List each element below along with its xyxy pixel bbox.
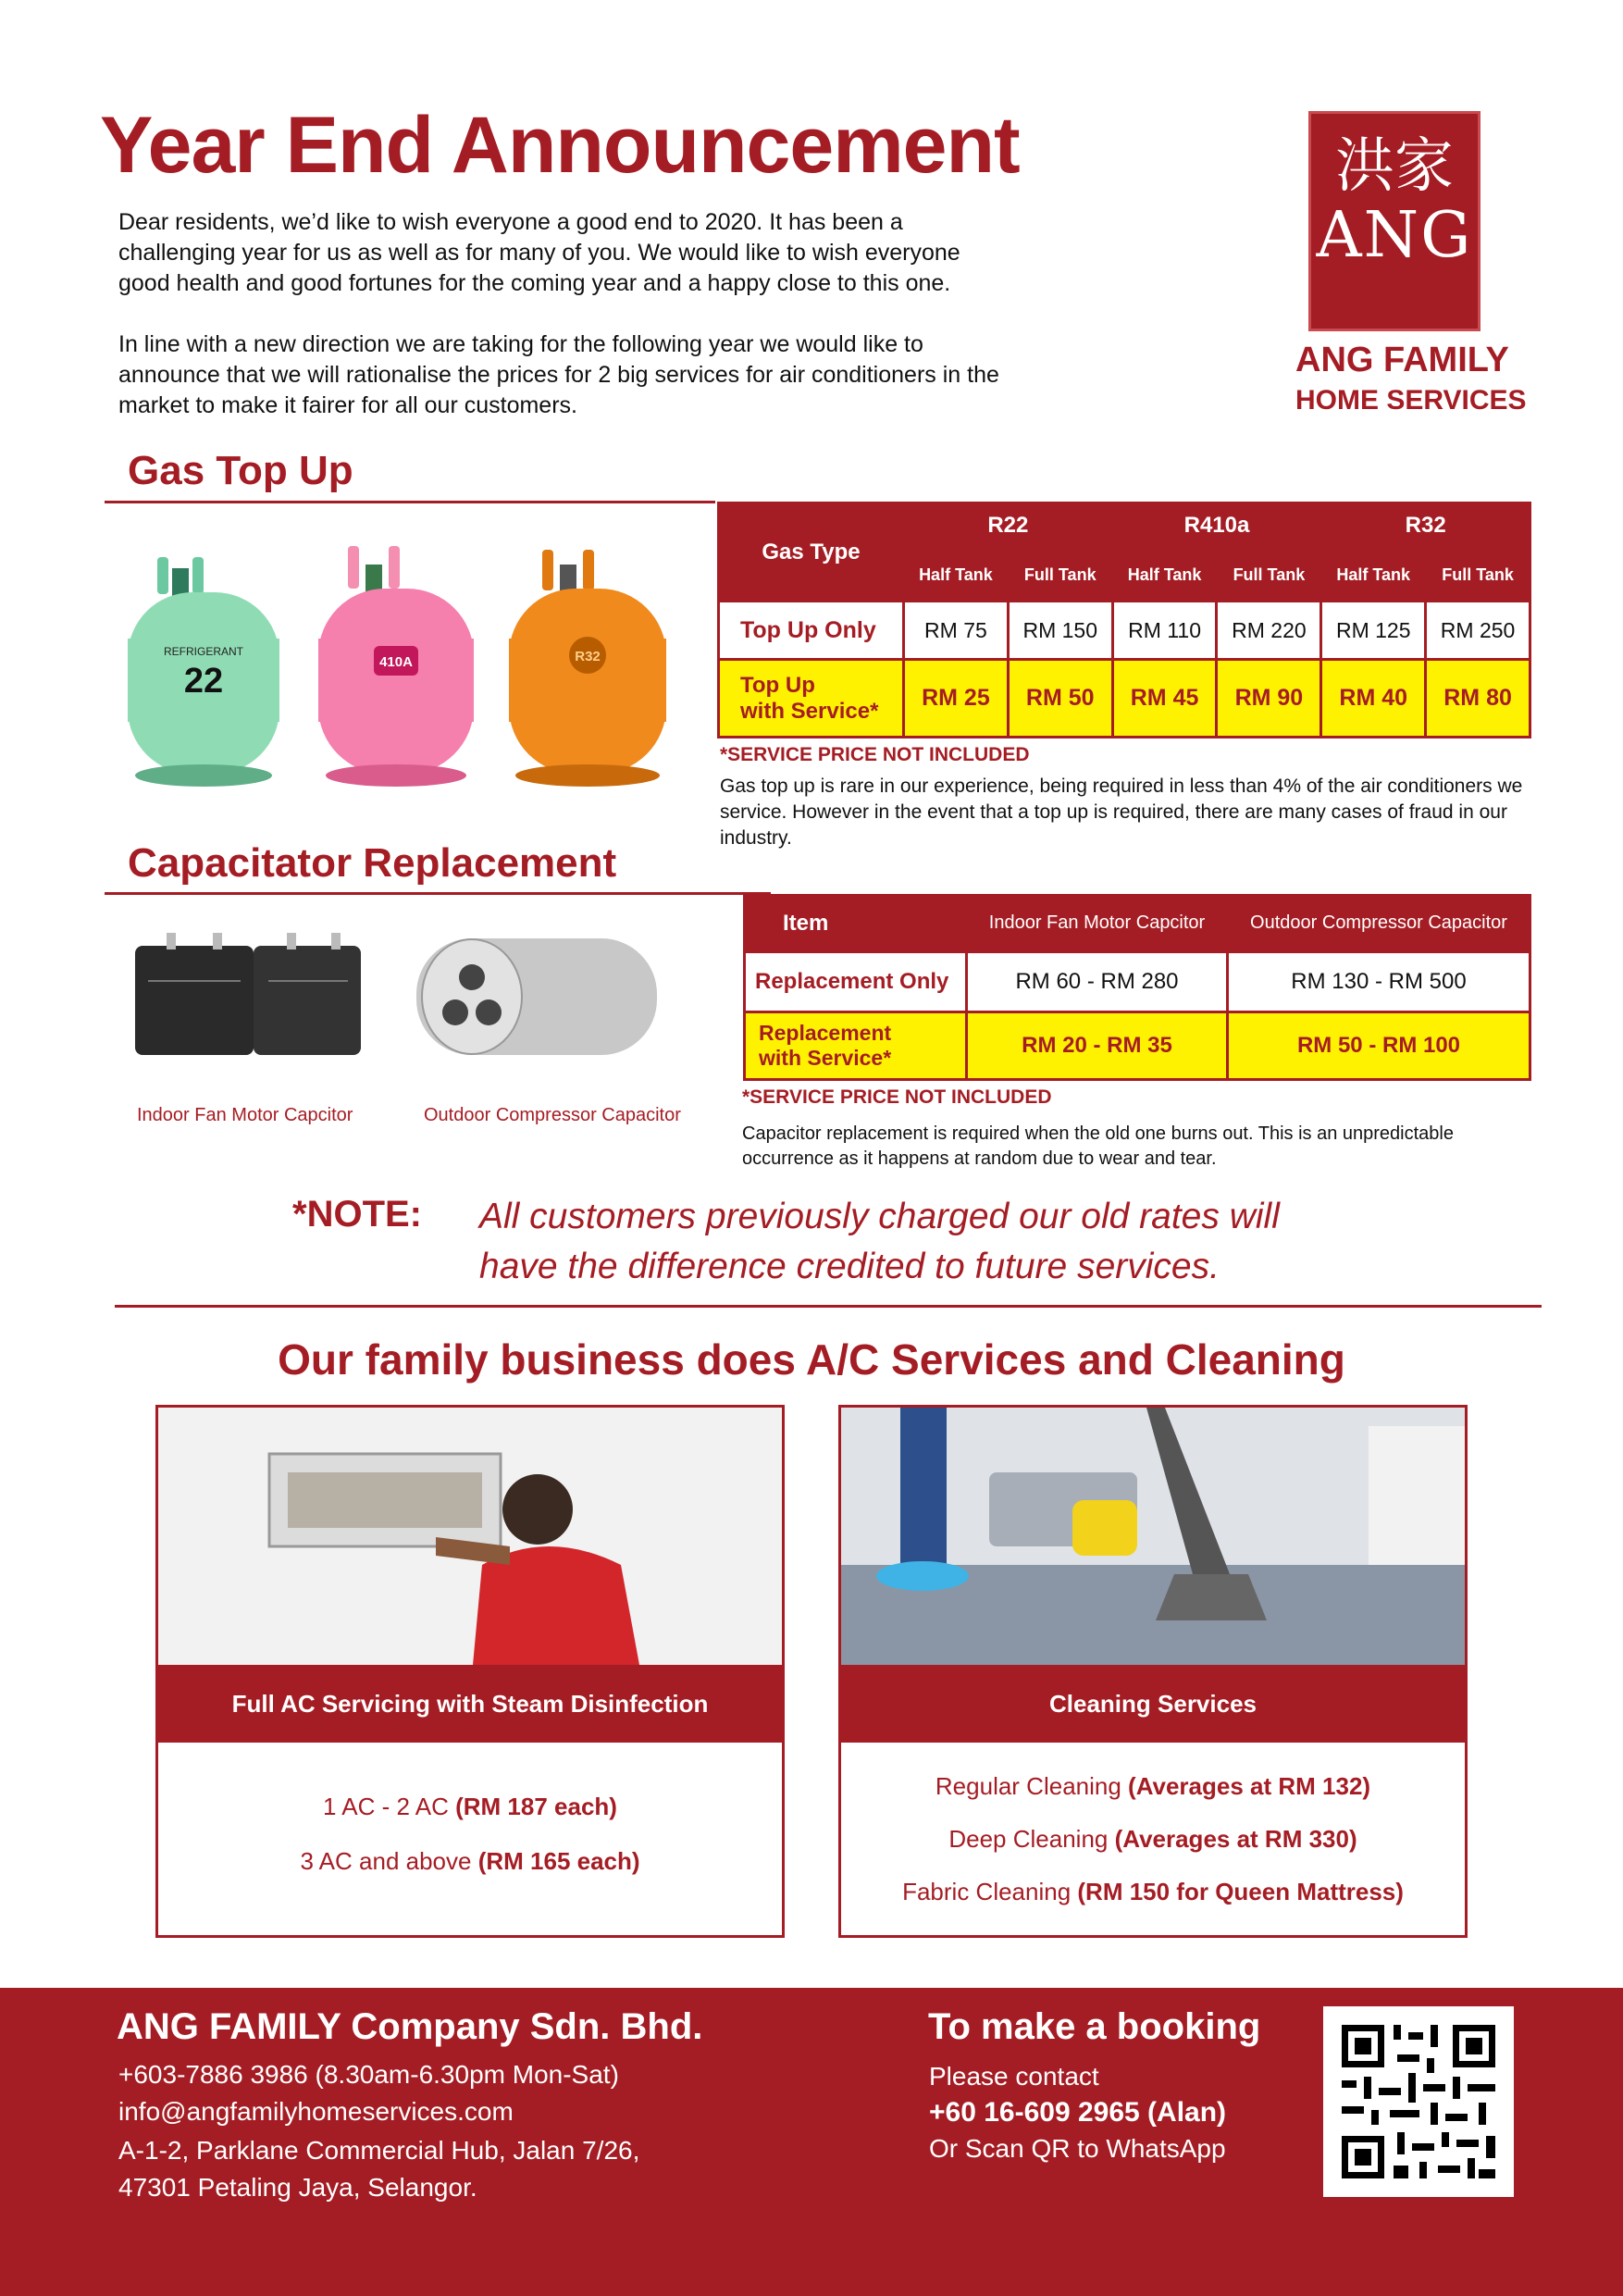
indoor-header: Indoor Fan Motor Capcitor	[967, 896, 1228, 952]
cleaning-line-3-price: (RM 150 for Queen Mattress)	[1077, 1878, 1404, 1905]
cleaning-line-3-text: Fabric Cleaning	[902, 1878, 1078, 1905]
cleaning-line-2-text: Deep Cleaning	[948, 1825, 1115, 1853]
whatsapp-qr-code[interactable]	[1323, 2006, 1514, 2197]
footer	[0, 1988, 1623, 2296]
gas-heading-rule	[105, 501, 715, 503]
r32-header: R32	[1321, 503, 1530, 549]
cleaning-price-line-2	[841, 1825, 1465, 1854]
cleaning-price-line-1	[841, 1772, 1465, 1801]
company-name: ANG FAMILY Company Sdn. Bhd.	[117, 2006, 703, 2047]
capacitors-image	[130, 925, 703, 1083]
top-up-with-service-label	[719, 660, 904, 738]
gas-price-table	[717, 502, 1531, 738]
company-email[interactable]: info@angfamilyhomeservices.com	[118, 2097, 514, 2126]
intro-paragraph-1: Dear residents, we’d like to wish everyone a good end to 2020. It has been a challenging year for us as well as for many of you. We would like to wish everyone good health and good fortunes for the coming year and a happy close to this one.	[118, 209, 960, 296]
intro-paragraph-2: In line with a new direction we are taking for the following year we would like to announce that we will rationalise the prices for 2 big services for air conditioners in the market to make it fairer for all our customers.	[118, 331, 999, 418]
note-line: have the difference credited to future services.	[479, 1247, 1220, 1286]
price-cell: RM 220	[1217, 602, 1321, 660]
gas-description: Gas top up is rare in our experience, being required in less than 4% of the air conditioners we service. However in the event that a top up is required, there are many cases of fraud in our industry.	[720, 776, 1523, 849]
price-cell: RM 125	[1321, 602, 1426, 660]
capacitor-price-table	[743, 894, 1531, 1081]
note-text	[479, 1192, 1280, 1292]
gas-type-header: Gas Type	[719, 503, 904, 602]
indoor-capacitor-image	[135, 933, 361, 1055]
cleaning-service-title: Cleaning Services	[841, 1665, 1465, 1743]
r32-label-text: R32	[575, 649, 601, 664]
label-line: Replacement	[759, 1020, 892, 1045]
cleaning-service-card	[838, 1405, 1468, 1938]
service-price-cell: RM 45	[1112, 660, 1217, 738]
address-line-2: 47301 Petaling Jaya, Selangor.	[118, 2173, 477, 2202]
r22-number-text: 22	[183, 662, 224, 701]
capacitor-section-heading: Capacitator Replacement	[128, 840, 617, 886]
outdoor-capacitor-caption: Outdoor Compressor Capacitor	[424, 1105, 681, 1125]
note-divider	[115, 1305, 1542, 1308]
capacitor-service-note: *SERVICE PRICE NOT INCLUDED	[742, 1086, 1052, 1108]
half-tank-header: Half Tank	[1321, 548, 1426, 601]
ac-service-card	[155, 1405, 785, 1938]
replacement-with-service-label	[745, 1011, 967, 1079]
ac-price-line-1	[158, 1793, 782, 1821]
address-line-1: A-1-2, Parklane Commercial Hub, Jalan 7/26,	[118, 2136, 640, 2165]
service-price-cell: RM 20 - RM 35	[967, 1011, 1228, 1079]
logo-latin-text: ANG	[1316, 199, 1473, 272]
ac-servicing-photo	[158, 1408, 782, 1665]
replacement-only-label: Replacement Only	[745, 951, 967, 1011]
half-tank-header: Half Tank	[1112, 548, 1217, 601]
capacitor-heading-rule	[105, 892, 771, 895]
ac-line-2-text: 3 AC and above	[300, 1847, 478, 1875]
company-phone[interactable]: +603-7886 3986 (8.30am-6.30pm Mon-Sat)	[118, 2060, 619, 2089]
cleaning-line-2-price: (Averages at RM 330)	[1114, 1825, 1357, 1853]
ac-line-1-price: (RM 187 each)	[455, 1793, 617, 1820]
booking-title: To make a booking	[928, 2006, 1261, 2047]
half-tank-header: Half Tank	[904, 548, 1009, 601]
cleaning-line-1-text: Regular Cleaning	[935, 1772, 1129, 1800]
note-line: All customers previously charged our old rates will	[479, 1197, 1280, 1236]
service-price-cell: RM 40	[1321, 660, 1426, 738]
top-up-only-label: Top Up Only	[719, 602, 904, 660]
outdoor-capacitor-image	[416, 938, 657, 1055]
price-cell: RM 110	[1112, 602, 1217, 660]
gas-service-note: *SERVICE PRICE NOT INCLUDED	[720, 744, 1030, 765]
full-tank-header: Full Tank	[1217, 548, 1321, 601]
price-cell: RM 130 - RM 500	[1228, 951, 1530, 1011]
brand-name-line2: HOME SERVICES	[1295, 385, 1527, 416]
price-cell: RM 250	[1426, 602, 1530, 660]
service-price-cell: RM 50 - RM 100	[1228, 1011, 1530, 1079]
refrigerant-cylinders-image	[111, 537, 703, 796]
full-tank-header: Full Tank	[1008, 548, 1112, 601]
ac-line-1-text: 1 AC - 2 AC	[323, 1793, 456, 1820]
label-line: with Service*	[759, 1045, 892, 1070]
item-header: Item	[745, 896, 967, 952]
r410a-header: R410a	[1112, 503, 1321, 549]
cleaning-line-1-price: (Averages at RM 132)	[1128, 1772, 1371, 1800]
full-tank-header: Full Tank	[1426, 548, 1530, 601]
booking-please-contact: Please contact	[929, 2062, 1099, 2091]
qr-code-graphic	[1323, 2006, 1514, 2197]
r32-cylinder	[509, 550, 666, 787]
indoor-capacitor-caption: Indoor Fan Motor Capcitor	[137, 1105, 353, 1125]
service-price-cell: RM 50	[1008, 660, 1112, 738]
r410a-label-text: 410A	[379, 654, 413, 670]
service-price-cell: RM 25	[904, 660, 1009, 738]
ang-logo	[1308, 111, 1481, 331]
r410a-cylinder	[318, 546, 474, 787]
ac-price-line-2	[158, 1847, 782, 1876]
price-cell: RM 75	[904, 602, 1009, 660]
label-line: Top Up	[740, 672, 815, 698]
label-line: with Service*	[740, 698, 879, 724]
r22-refrigerant-text: REFRIGERANT	[163, 645, 244, 658]
price-cell: RM 60 - RM 280	[967, 951, 1228, 1011]
r22-cylinder	[128, 557, 279, 787]
service-price-cell: RM 80	[1426, 660, 1530, 738]
note-label: *NOTE:	[292, 1194, 422, 1235]
page-title: Year End Announcement	[100, 101, 1020, 190]
outdoor-header: Outdoor Compressor Capacitor	[1228, 896, 1530, 952]
capacitor-description: Capacitor replacement is required when the old one burns out. This is an unpredictable occurrence as it happens at random due to wear and tear.	[742, 1123, 1454, 1169]
booking-mobile[interactable]: +60 16-609 2965 (Alan)	[929, 2097, 1227, 2128]
service-price-cell: RM 90	[1217, 660, 1321, 738]
ac-service-title: Full AC Servicing with Steam Disinfection	[158, 1665, 782, 1743]
brand-name-line1: ANG FAMILY	[1295, 341, 1509, 379]
services-heading: Our family business does A/C Services and Cleaning	[278, 1335, 1345, 1384]
r22-header: R22	[904, 503, 1113, 549]
price-cell: RM 150	[1008, 602, 1112, 660]
cleaning-photo	[841, 1408, 1465, 1665]
booking-scan-text: Or Scan QR to WhatsApp	[929, 2134, 1226, 2163]
logo-chinese-text: 洪家	[1335, 132, 1454, 201]
ac-line-2-price: (RM 165 each)	[477, 1847, 640, 1875]
cleaning-price-line-3	[841, 1878, 1465, 1906]
gas-section-heading: Gas Top Up	[128, 448, 353, 493]
